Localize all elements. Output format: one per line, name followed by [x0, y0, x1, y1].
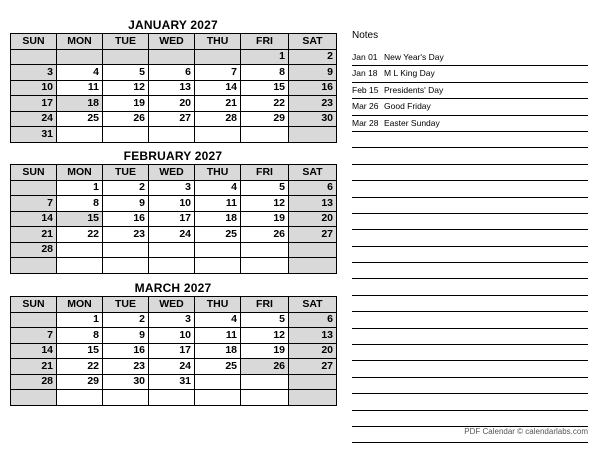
notes-lines — [352, 50, 588, 443]
day-cell: 17 — [11, 96, 57, 112]
day-cell: 25 — [195, 359, 241, 375]
day-cell: 26 — [241, 227, 289, 243]
day-cell: 21 — [11, 227, 57, 243]
day-cell: 1 — [241, 49, 289, 65]
day-cell: 1 — [57, 312, 103, 328]
day-cell — [195, 258, 241, 274]
month-title: FEBRUARY 2027 — [123, 149, 223, 163]
day-cell: 13 — [289, 328, 337, 344]
day-cell: 14 — [11, 211, 57, 227]
day-cell — [149, 258, 195, 274]
day-cell — [11, 390, 57, 406]
note-date: Jan 18 — [352, 68, 378, 79]
weekday-header: SAT — [289, 297, 337, 313]
day-cell: 27 — [149, 111, 195, 127]
day-cell: 20 — [289, 211, 337, 227]
day-cell: 23 — [103, 227, 149, 243]
week-row — [11, 343, 337, 359]
week-row — [11, 196, 337, 212]
day-cell: 17 — [149, 343, 195, 359]
week-row — [11, 127, 337, 143]
note-blank-line[interactable] — [352, 230, 588, 246]
day-cell: 15 — [57, 343, 103, 359]
day-cell: 31 — [11, 127, 57, 143]
day-cell — [103, 258, 149, 274]
day-cell — [195, 242, 241, 258]
weekday-header: TUE — [103, 297, 149, 313]
day-cell — [241, 242, 289, 258]
day-cell: 11 — [57, 80, 103, 96]
month-january — [10, 17, 336, 143]
notes-title: Notes — [352, 30, 379, 41]
day-cell: 4 — [195, 312, 241, 328]
day-cell: 20 — [149, 96, 195, 112]
day-cell: 13 — [149, 80, 195, 96]
day-cell — [241, 374, 289, 390]
weekday-header: MON — [57, 297, 103, 313]
week-row — [11, 227, 337, 243]
note-blank-line[interactable] — [352, 148, 588, 164]
day-cell: 18 — [195, 343, 241, 359]
day-cell: 6 — [149, 65, 195, 81]
week-row — [11, 96, 337, 112]
day-cell: 24 — [149, 227, 195, 243]
note-date: Jan 01 — [352, 52, 378, 62]
note-blank-line[interactable] — [352, 378, 588, 394]
day-cell: 13 — [289, 196, 337, 212]
day-cell — [195, 374, 241, 390]
day-cell — [57, 390, 103, 406]
day-cell: 28 — [11, 374, 57, 390]
day-cell: 6 — [289, 180, 337, 196]
note-blank-line[interactable] — [352, 247, 588, 263]
day-cell: 26 — [241, 359, 289, 375]
day-cell: 30 — [103, 374, 149, 390]
note-entry — [352, 50, 588, 66]
day-cell: 20 — [289, 343, 337, 359]
day-cell — [149, 49, 195, 65]
day-cell: 14 — [11, 343, 57, 359]
day-cell: 21 — [11, 359, 57, 375]
calendar-grid — [10, 33, 337, 143]
day-cell — [103, 390, 149, 406]
day-cell: 26 — [103, 111, 149, 127]
day-cell — [103, 242, 149, 258]
note-blank-line[interactable] — [352, 198, 588, 214]
weekday-header: SUN — [11, 34, 57, 50]
day-cell: 19 — [241, 211, 289, 227]
day-cell: 3 — [11, 65, 57, 81]
day-cell: 2 — [103, 180, 149, 196]
note-entry — [352, 99, 588, 115]
week-row — [11, 180, 337, 196]
day-cell — [195, 390, 241, 406]
day-cell: 12 — [241, 328, 289, 344]
day-cell: 9 — [103, 196, 149, 212]
note-entry — [352, 116, 588, 132]
note-blank-line[interactable] — [352, 329, 588, 345]
day-cell — [241, 258, 289, 274]
day-cell — [149, 242, 195, 258]
week-row — [11, 359, 337, 375]
day-cell — [289, 127, 337, 143]
note-blank-line[interactable] — [352, 345, 588, 361]
week-row — [11, 111, 337, 127]
day-cell: 17 — [149, 211, 195, 227]
note-blank-line[interactable] — [352, 214, 588, 230]
weekday-header: SAT — [289, 34, 337, 50]
note-date: Feb 15 — [352, 84, 379, 95]
day-cell: 16 — [103, 211, 149, 227]
day-cell: 12 — [241, 196, 289, 212]
day-cell: 24 — [149, 359, 195, 375]
day-cell: 18 — [57, 96, 103, 112]
day-cell: 10 — [149, 328, 195, 344]
day-cell: 29 — [57, 374, 103, 390]
day-cell: 2 — [289, 49, 337, 65]
day-cell — [57, 127, 103, 143]
day-cell — [11, 258, 57, 274]
footer-credit: PDF Calendar © calendarlabs.com — [464, 427, 588, 436]
note-blank-line[interactable] — [352, 296, 588, 312]
day-cell — [195, 49, 241, 65]
weekday-header: WED — [149, 34, 195, 50]
note-blank-line[interactable] — [352, 165, 588, 181]
day-cell: 27 — [289, 227, 337, 243]
day-cell: 11 — [195, 196, 241, 212]
note-text: Easter Sunday — [384, 117, 440, 128]
day-cell: 3 — [149, 180, 195, 196]
week-row — [11, 80, 337, 96]
weekday-header: SAT — [289, 165, 337, 181]
day-cell: 27 — [289, 359, 337, 375]
day-cell — [103, 127, 149, 143]
week-row — [11, 312, 337, 328]
day-cell: 16 — [103, 343, 149, 359]
day-cell — [11, 312, 57, 328]
day-cell: 8 — [57, 328, 103, 344]
day-cell: 18 — [195, 211, 241, 227]
day-cell: 7 — [11, 328, 57, 344]
week-row — [11, 65, 337, 81]
note-blank-line[interactable] — [352, 279, 588, 295]
calendar-grid — [10, 164, 337, 274]
day-cell: 1 — [57, 180, 103, 196]
day-cell — [57, 258, 103, 274]
day-cell: 22 — [57, 359, 103, 375]
weekday-header: WED — [149, 165, 195, 181]
week-row — [11, 211, 337, 227]
note-blank-line[interactable] — [352, 411, 588, 427]
day-cell: 8 — [241, 65, 289, 81]
day-cell — [195, 127, 241, 143]
day-cell: 5 — [103, 65, 149, 81]
note-date: Mar 28 — [352, 117, 379, 128]
weekday-header: THU — [195, 297, 241, 313]
month-march — [10, 280, 336, 406]
day-cell: 9 — [103, 328, 149, 344]
weekday-header: SUN — [11, 165, 57, 181]
day-cell: 24 — [11, 111, 57, 127]
day-cell: 2 — [103, 312, 149, 328]
week-row — [11, 258, 337, 274]
day-cell: 3 — [149, 312, 195, 328]
day-cell: 15 — [57, 211, 103, 227]
day-cell: 22 — [241, 96, 289, 112]
day-cell — [57, 242, 103, 258]
day-cell: 30 — [289, 111, 337, 127]
weekday-header: TUE — [103, 165, 149, 181]
calendar-grid — [10, 296, 337, 406]
day-cell — [11, 49, 57, 65]
weekday-header: MON — [57, 165, 103, 181]
month-title: MARCH 2027 — [134, 281, 212, 295]
day-cell: 6 — [289, 312, 337, 328]
day-cell: 23 — [103, 359, 149, 375]
day-cell: 28 — [195, 111, 241, 127]
day-cell — [241, 127, 289, 143]
note-entry — [352, 66, 588, 82]
day-cell — [57, 49, 103, 65]
day-cell: 25 — [195, 227, 241, 243]
note-text: M L King Day — [384, 68, 435, 79]
notes-panel — [352, 28, 588, 443]
day-cell — [11, 180, 57, 196]
day-cell: 5 — [241, 180, 289, 196]
weekday-header: THU — [195, 34, 241, 50]
month-february — [10, 148, 336, 274]
day-cell — [289, 390, 337, 406]
day-cell: 7 — [11, 196, 57, 212]
day-cell: 4 — [195, 180, 241, 196]
day-cell: 19 — [103, 96, 149, 112]
note-blank-line[interactable] — [352, 181, 588, 197]
day-cell: 22 — [57, 227, 103, 243]
weekday-header: MON — [57, 34, 103, 50]
note-date: Mar 26 — [352, 101, 379, 112]
note-blank-line[interactable] — [352, 132, 588, 148]
day-cell — [289, 374, 337, 390]
month-title: JANUARY 2027 — [128, 18, 218, 32]
note-entry — [352, 83, 588, 99]
note-blank-line[interactable] — [352, 263, 588, 279]
day-cell: 15 — [241, 80, 289, 96]
day-cell: 8 — [57, 196, 103, 212]
day-cell: 14 — [195, 80, 241, 96]
weekday-header: FRI — [241, 34, 289, 50]
day-cell — [103, 49, 149, 65]
day-cell: 5 — [241, 312, 289, 328]
week-row — [11, 390, 337, 406]
weekday-header: FRI — [241, 297, 289, 313]
weekday-header: SUN — [11, 297, 57, 313]
note-blank-line[interactable] — [352, 394, 588, 410]
day-cell: 29 — [241, 111, 289, 127]
day-cell: 28 — [11, 242, 57, 258]
weekday-header: FRI — [241, 165, 289, 181]
day-cell: 21 — [195, 96, 241, 112]
note-text: Good Friday — [384, 101, 431, 112]
day-cell: 9 — [289, 65, 337, 81]
day-cell: 10 — [149, 196, 195, 212]
day-cell: 10 — [11, 80, 57, 96]
week-row — [11, 242, 337, 258]
day-cell: 4 — [57, 65, 103, 81]
day-cell: 25 — [57, 111, 103, 127]
day-cell: 12 — [103, 80, 149, 96]
day-cell — [289, 242, 337, 258]
day-cell — [241, 390, 289, 406]
weekday-header: TUE — [103, 34, 149, 50]
day-cell — [289, 258, 337, 274]
note-blank-line[interactable] — [352, 361, 588, 377]
day-cell: 23 — [289, 96, 337, 112]
week-row — [11, 328, 337, 344]
day-cell: 19 — [241, 343, 289, 359]
weekday-header: THU — [195, 165, 241, 181]
day-cell: 7 — [195, 65, 241, 81]
day-cell: 16 — [289, 80, 337, 96]
note-text: Presidents' Day — [384, 84, 444, 95]
day-cell: 31 — [149, 374, 195, 390]
week-row — [11, 49, 337, 65]
day-cell — [149, 127, 195, 143]
note-text: New Year's Day — [384, 52, 444, 62]
day-cell — [149, 390, 195, 406]
note-blank-line[interactable] — [352, 312, 588, 328]
weekday-header: WED — [149, 297, 195, 313]
day-cell: 11 — [195, 328, 241, 344]
week-row — [11, 374, 337, 390]
